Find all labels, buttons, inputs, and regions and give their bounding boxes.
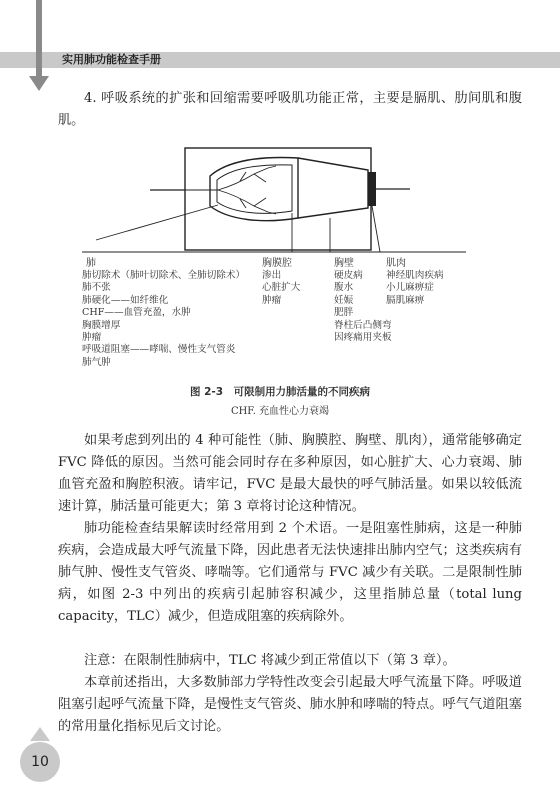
column-heading-lung: 肺 (86, 258, 96, 269)
list-item: 肺硬化——如纤维化 (82, 294, 169, 306)
list-item: 腹水 (334, 282, 354, 294)
list-item: 膈肌麻痹 (386, 294, 425, 306)
leader-muscle (372, 206, 380, 252)
diagram-box (185, 148, 371, 250)
muscle-disease-list (386, 270, 444, 307)
body-paragraph: 肺功能检查结果解读时经常用到 2 个术语。一是阻塞性肺病，这是一种肺疾病，会造成最大呼气流量下降，因此患者无法快速排出肺内空气；这类疾病有肺气肿、慢性支气管炎、哮喘等。它们通常与 FVC 减少有关联。二是限制性肺病，如图 2-3 中列出的疾病引起肺容积减少，这里指肺总量（total lung capacity，TLC）减少，但造成阻塞的疾病除外。 (58, 521, 522, 624)
list-item: CHF——血管充盈，水肿 (82, 307, 191, 319)
column-heading-pleural-space: 胸膜腔 (262, 258, 292, 269)
piston-rod (368, 172, 376, 206)
list-item: 肺气肿 (82, 356, 111, 368)
list-item: 肿瘤 (262, 294, 282, 306)
list-item: 呼吸道阻塞——哮喘、慢性支气管炎 (82, 344, 236, 356)
figure-caption-note: CHF. 充血性心力衰竭 (230, 406, 330, 417)
list-item: 硬皮病 (334, 270, 363, 281)
page-arrow-up-icon (30, 727, 50, 741)
list-item: 小儿麻痹症 (386, 282, 434, 294)
list-item: 脊柱后凸侧弯 (334, 319, 392, 331)
list-item: 肺切除术（肺叶切除术、全肺切除术） (82, 270, 246, 281)
list-item: 肺不张 (82, 282, 111, 294)
column-heading-chest-wall: 胸壁 (334, 258, 354, 269)
figure-caption: 图 2-3 可限制用力肺活量的不同疾病 (189, 386, 371, 398)
column-heading-muscle: 肌肉 (386, 258, 406, 269)
body-paragraph: 如果考虑到列出的 4 种可能性（肺、胸膜腔、胸壁、肌肉），通常能够确定 FVC 降低的原因。当然可能会同时存在多种原因，如心脏扩大、心力衰竭、肺血管充盈和胸腔积液。请牢记，FVC 是最大最快的呼气肺活量。如果以较低流速计算，肺活量可能更大；第 3 章将讨论这种情况。 (58, 433, 522, 514)
chest-wall-disease-list (334, 270, 392, 344)
list-item: 心脏扩大 (262, 282, 301, 294)
running-header-title: 实用肺功能检查手册 (62, 53, 161, 66)
note-paragraph: 注意：在限制性肺病中，TLC 将减少到正常值以下（第 3 章）。 (84, 653, 456, 668)
leader-lung (96, 205, 218, 240)
list-item: 渗出 (262, 270, 282, 281)
pleural-space-disease-list (262, 270, 300, 307)
list-item: 胸膜增厚 (82, 319, 121, 331)
piston-chamber (298, 158, 368, 218)
list-item: 肥胖 (334, 307, 354, 319)
list-item: 因疼痛用夹板 (334, 332, 392, 344)
list-item: 肿瘤 (82, 332, 102, 344)
page-number: 10 (20, 742, 60, 782)
list-item: 神经肌肉疾病 (386, 270, 444, 281)
intro-paragraph: 4. 呼吸系统的扩张和回缩需要呼吸肌功能正常，主要是膈肌、肋间肌和腹肌。 (58, 91, 522, 128)
body-paragraph: 本章前述指出，大多数肺部力学特性改变会引起最大呼气流量下降。呼吸道阻塞引起呼气流量下降，是慢性支气管炎、肺水肿和哮喘的特点。呼气气道阻塞的常用量化指标见后文讨论。 (58, 675, 522, 734)
list-item: 妊娠 (334, 294, 354, 306)
lung-disease-list (82, 270, 245, 369)
